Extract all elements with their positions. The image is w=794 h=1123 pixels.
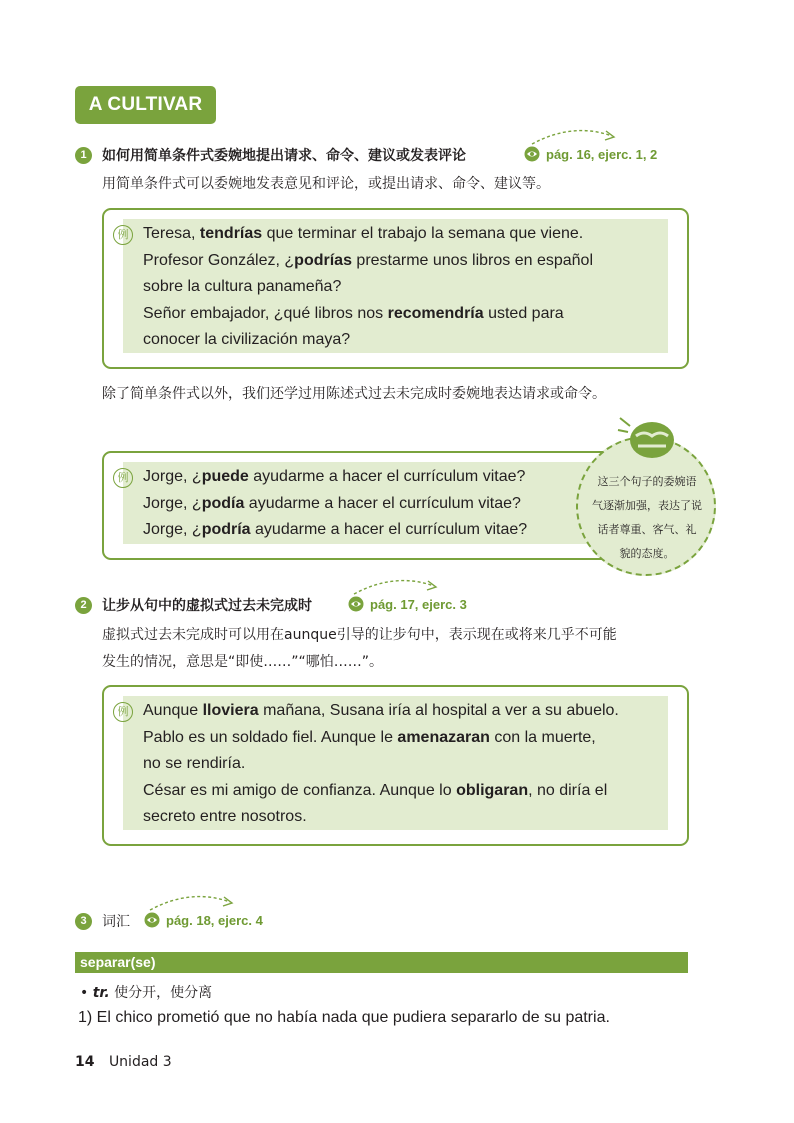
reference-1[interactable]	[524, 146, 657, 162]
point-number-3: 3	[75, 913, 92, 930]
example-label-icon: 例	[113, 225, 133, 245]
reference-text-1[interactable]: pág. 16, ejerc. 1, 2	[546, 146, 658, 162]
example-sentence: Teresa, tendrías que terminar el trabajo la semana que viene.	[143, 225, 584, 242]
example-label-icon: 例	[113, 702, 133, 722]
vocab-word: separar(se)	[75, 952, 688, 973]
page-number: 14	[75, 1054, 95, 1070]
point-title-2: 让步从句中的虚拟式过去未完成时	[102, 598, 312, 614]
example-sentence: Jorge, ¿podía ayudarme a hacer el currículum vitae?	[143, 494, 521, 512]
note-line: 这三个句子的委婉语	[597, 475, 697, 488]
section-title: A CULTIVAR	[75, 86, 216, 124]
unit-label: Unidad 3	[108, 1054, 172, 1070]
vocab-entry	[80, 982, 212, 1002]
eye-icon	[348, 596, 364, 612]
reference-text-3[interactable]: pág. 18, ejerc. 4	[166, 912, 263, 928]
point-title-3: 词汇	[102, 914, 130, 930]
note-line: 话者尊重、客气、礼	[597, 523, 697, 536]
point-explanation-2b: 发生的情况，意思是“即使……”“哪怕……”。	[102, 654, 384, 670]
vocab-meaning: 使分开，使分离	[114, 985, 213, 1001]
paragraph-between: 除了简单条件式以外，我们还学过用陈述式过去未完成时委婉地表达请求或命令。	[102, 386, 606, 402]
example-sentence: sobre la cultura panameña?	[143, 278, 342, 295]
example-list-1	[143, 221, 593, 354]
vocab-pos: tr.	[92, 985, 110, 1001]
note-badge-icon	[616, 414, 676, 464]
example-sentence: César es mi amigo de confianza. Aunque lo obligaran, no diría el	[143, 781, 608, 799]
example-list-2	[143, 464, 527, 544]
vocab-example: 1) El chico prometió que no había nada que pudiera separarlo de su patria.	[78, 1009, 610, 1026]
example-sentence: no se rendiría.	[143, 755, 246, 772]
point-explanation-2a: 虚拟式过去未完成时可以用在aunque引导的让步句中，表示现在或将来几乎不可能	[102, 627, 617, 643]
point-explanation-1: 用简单条件式可以委婉地发表意见和评论，或提出请求、命令、建议等。	[102, 176, 550, 192]
point-title-1: 如何用简单条件式委婉地提出请求、命令、建议或发表评论	[102, 148, 466, 164]
reference-3[interactable]	[144, 912, 263, 928]
example-sentence: secreto entre nosotros.	[143, 808, 307, 825]
point-number-2: 2	[75, 597, 92, 614]
example-sentence: Pablo es un soldado fiel. Aunque le amenazaran con la muerte,	[143, 728, 596, 746]
note-line: 貌的态度。	[619, 547, 675, 560]
example-sentence: Profesor González, ¿podrías prestarme unos libros en español	[143, 251, 593, 269]
reference-text-2[interactable]: pág. 17, ejerc. 3	[370, 596, 467, 612]
example-sentence: conocer la civilización maya?	[143, 331, 351, 348]
note-text	[586, 470, 708, 566]
note-line: 气逐渐加强，表达了说	[592, 499, 702, 512]
example-sentence: Jorge, ¿puede ayudarme a hacer el currículum vitae?	[143, 468, 526, 485]
point-number-1: 1	[75, 147, 92, 164]
example-sentence: Aunque lloviera mañana, Susana iría al hospital a ver a su abuelo.	[143, 702, 619, 719]
footer	[75, 1054, 172, 1070]
eye-icon	[524, 146, 540, 162]
reference-2[interactable]	[348, 596, 467, 612]
example-list-3	[143, 698, 619, 831]
eye-icon	[144, 912, 160, 928]
bullet: •	[80, 985, 93, 1001]
example-sentence: Señor embajador, ¿qué libros nos recomendría usted para	[143, 304, 564, 322]
example-label-icon: 例	[113, 468, 133, 488]
example-sentence: Jorge, ¿podría ayudarme a hacer el currículum vitae?	[143, 521, 528, 538]
